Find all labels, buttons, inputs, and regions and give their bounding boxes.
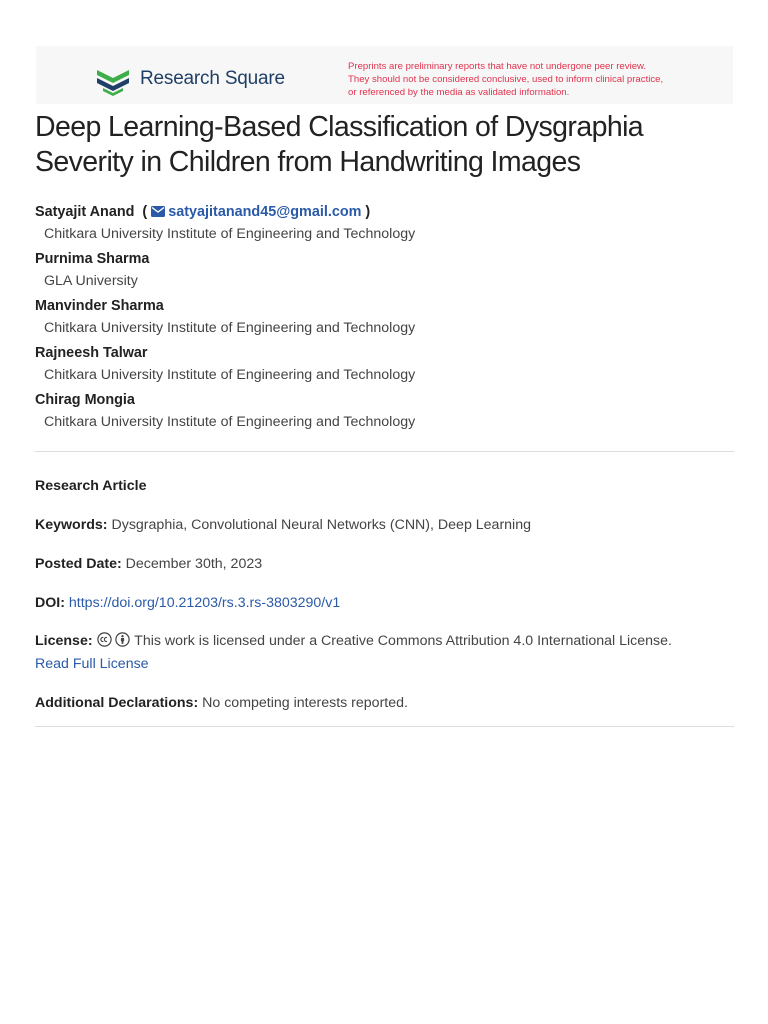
license-row [35,630,735,676]
posted-date-row [35,553,735,576]
author-affiliation: Chitkara University Institute of Engineering and Technology [44,414,416,430]
read-full-license-link[interactable]: Read Full License [35,656,149,672]
research-square-logo-icon[interactable] [95,66,131,96]
peer-review-disclaimer [348,60,728,99]
email-open-paren: ( [138,204,148,220]
disclaimer-line: Preprints are preliminary reports that have not undergone peer review. [348,61,647,72]
keywords-label: Keywords: [35,517,108,533]
keywords-row [35,514,735,537]
author-name-text: Satyajit Anand [35,204,135,220]
posted-date-label: Posted Date: [35,556,122,572]
author-entry [35,390,735,437]
author-entry [35,296,735,343]
doi-link[interactable]: https://doi.org/10.21203/rs.3.rs-3803290/v1 [68,595,341,611]
author-entry [35,249,735,296]
author-list [35,202,735,437]
author-affiliation: Chitkara University Institute of Engineering and Technology [44,226,416,242]
author-email-text: satyajitanand45@gmail.com [168,204,362,220]
declarations-row [35,692,735,715]
email-close-paren: ) [365,204,371,220]
author-email-link[interactable] [151,204,365,220]
envelope-icon [151,206,165,217]
creative-commons-icon [97,632,112,647]
author-entry [35,343,735,390]
author-entry [35,202,735,249]
paper-title: Deep Learning-Based Classification of Dysgraphia Severity in Children from Handwriting Images [35,111,644,178]
author-name: Purnima Sharma [35,251,150,267]
author-name [35,202,735,222]
disclaimer-line: or referenced by the media as validated information. [348,87,570,98]
author-affiliation: Chitkara University Institute of Engineering and Technology [44,367,416,383]
doi-label: DOI: [35,595,65,611]
attribution-icon [115,632,130,647]
posted-date-value: December 30th, 2023 [125,556,263,572]
author-name: Chirag Mongia [35,392,135,408]
section-divider [35,726,734,727]
doi-row [35,592,735,615]
author-name: Rajneesh Talwar [35,345,148,361]
section-divider [35,451,734,452]
keywords-value: Dysgraphia, Convolutional Neural Networks (CNN), Deep Learning [111,517,531,533]
declarations-label: Additional Declarations: [35,695,199,711]
article-type-text: Research Article [35,478,147,494]
declarations-value: No competing interests reported. [202,695,408,711]
author-affiliation: Chitkara University Institute of Engineering and Technology [44,320,416,336]
article-type [35,475,735,498]
license-label: License: [35,633,93,649]
disclaimer-line: They should not be considered conclusive, used to inform clinical practice, [348,74,664,85]
brand-name[interactable] [140,68,285,90]
author-name: Manvinder Sharma [35,298,164,314]
brand-word-square: Square [224,68,285,89]
brand-word-research: Research [140,68,220,89]
license-text: This work is licensed under a Creative Commons Attribution 4.0 International License. [134,633,672,649]
author-affiliation: GLA University [44,273,138,289]
